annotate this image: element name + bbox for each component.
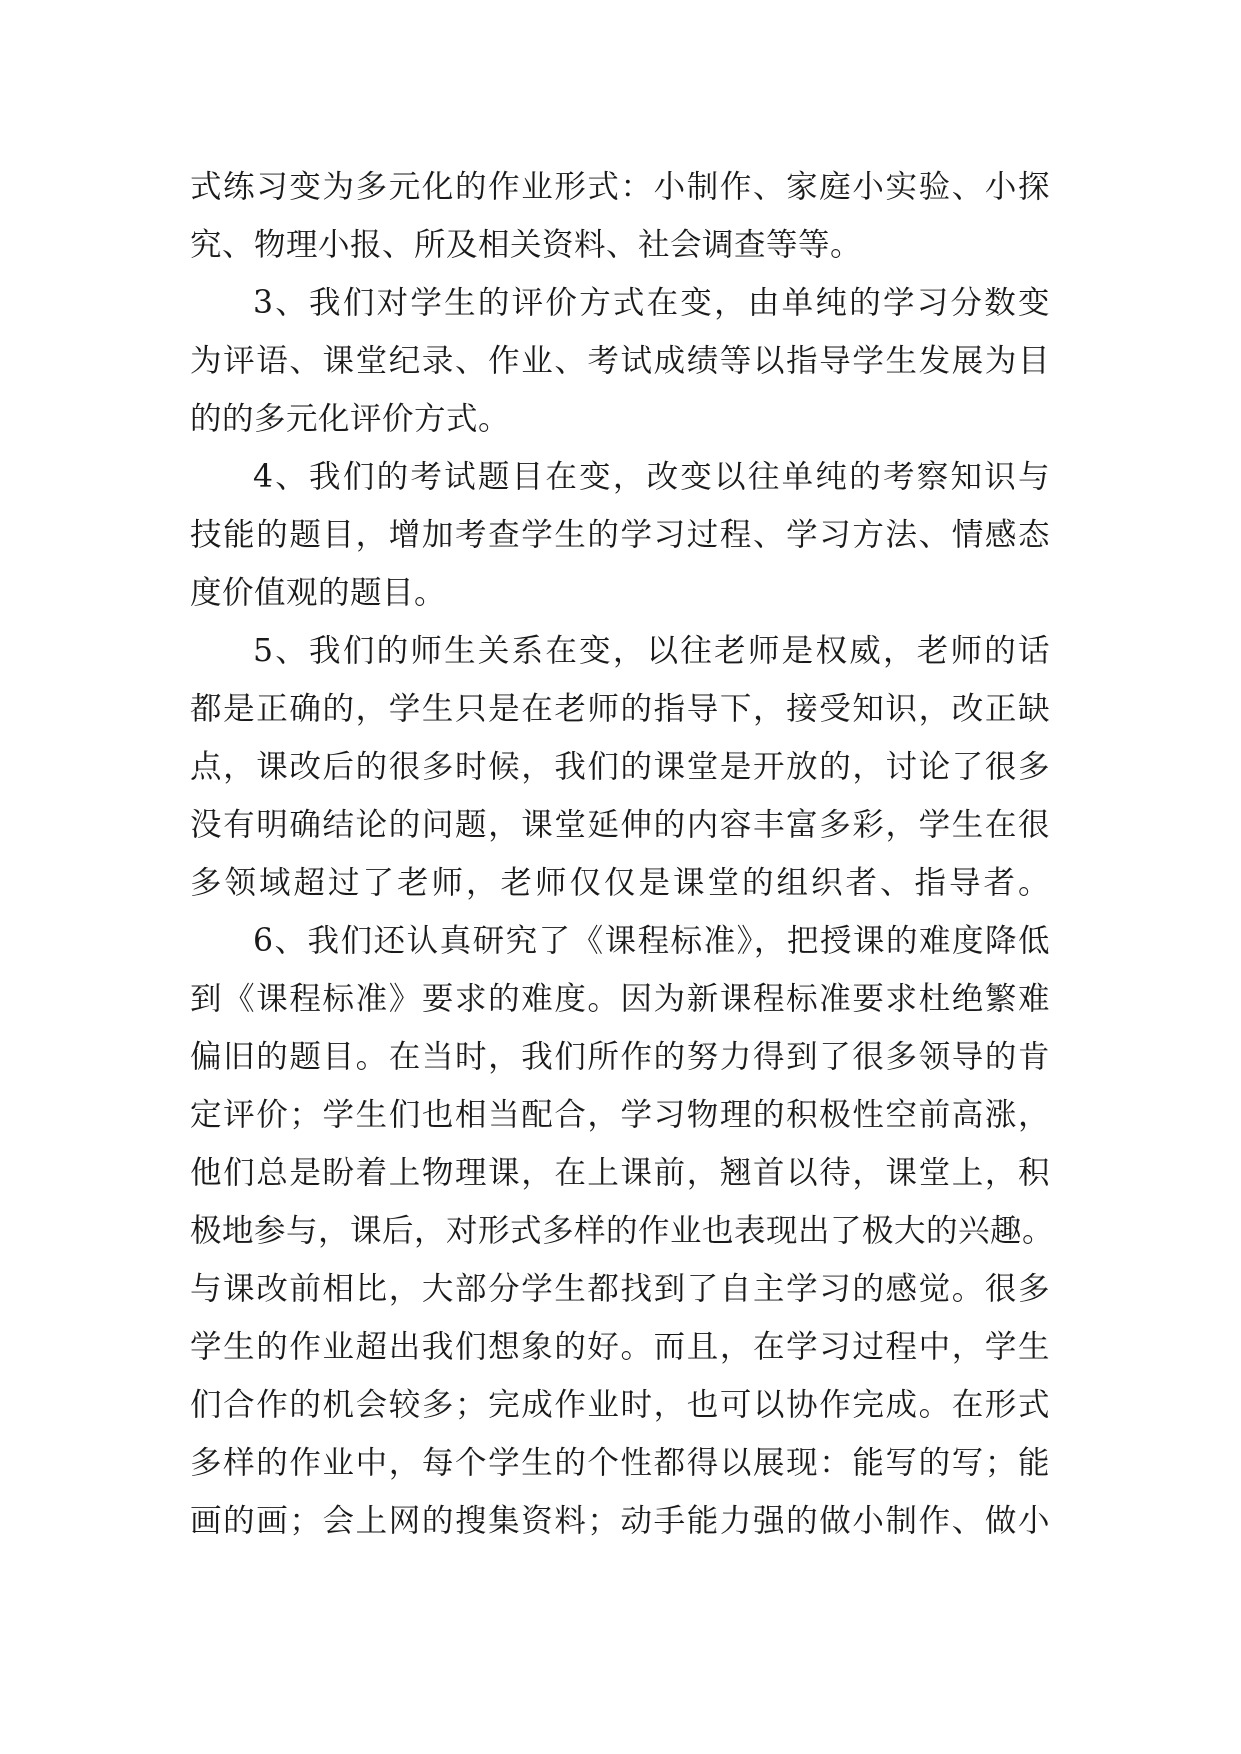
text-line: 他们总是盼着上物理课，在上课前，翘首以待，课堂上，积 [190,1155,1050,1191]
paragraph-4-start: 4、我们的考试题目在变，改变以往单纯的考察知识与 [253,459,1050,495]
text-line: 都是正确的，学生只是在老师的指导下，接受知识，改正缺 [190,691,1050,727]
text-line: 究、物理小报、所及相关资料、社会调查等等。 [190,227,863,263]
text-line: 画的画；会上网的搜集资料；动手能力强的做小制作、做小 [190,1503,1050,1539]
text-line: 的的多元化评价方式。 [190,401,511,437]
text-line: 学生的作业超出我们想象的好。而且，在学习过程中，学生 [190,1329,1050,1365]
text-line: 多领域超过了老师，老师仅仅是课堂的组织者、指导者。 [190,865,1050,901]
text-line: 点，课改后的很多时候，我们的课堂是开放的，讨论了很多 [190,749,1050,785]
text-line: 偏旧的题目。在当时，我们所作的努力得到了很多领导的肯 [190,1039,1050,1075]
text-line: 极地参与，课后，对形式多样的作业也表现出了极大的兴趣。 [190,1213,1055,1249]
paragraph-5-start: 5、我们的师生关系在变，以往老师是权威，老师的话 [253,633,1050,669]
text-line: 度价值观的题目。 [190,575,447,611]
text-line: 到《课程标准》要求的难度。因为新课程标准要求杜绝繁难 [190,981,1050,1017]
body-text [190,158,1055,1550]
text-line: 多样的作业中，每个学生的个性都得以展现：能写的写；能 [190,1445,1050,1481]
text-line: 们合作的机会较多；完成作业时，也可以协作完成。在形式 [190,1387,1050,1423]
text-line: 为评语、课堂纪录、作业、考试成绩等以指导学生发展为目 [190,343,1050,379]
text-line: 没有明确结论的问题，课堂延伸的内容丰富多彩，学生在很 [190,807,1050,843]
paragraph-3-start: 3、我们对学生的评价方式在变，由单纯的学习分数变 [253,285,1050,321]
text-line: 式练习变为多元化的作业形式：小制作、家庭小实验、小探 [190,169,1050,205]
paragraph-6-start: 6、我们还认真研究了《课程标准》，把授课的难度降低 [253,923,1050,959]
text-line: 与课改前相比，大部分学生都找到了自主学习的感觉。很多 [190,1271,1050,1307]
text-line: 定评价；学生们也相当配合，学习物理的积极性空前高涨， [190,1097,1050,1133]
text-line: 技能的题目，增加考查学生的学习过程、学习方法、情感态 [190,517,1050,553]
